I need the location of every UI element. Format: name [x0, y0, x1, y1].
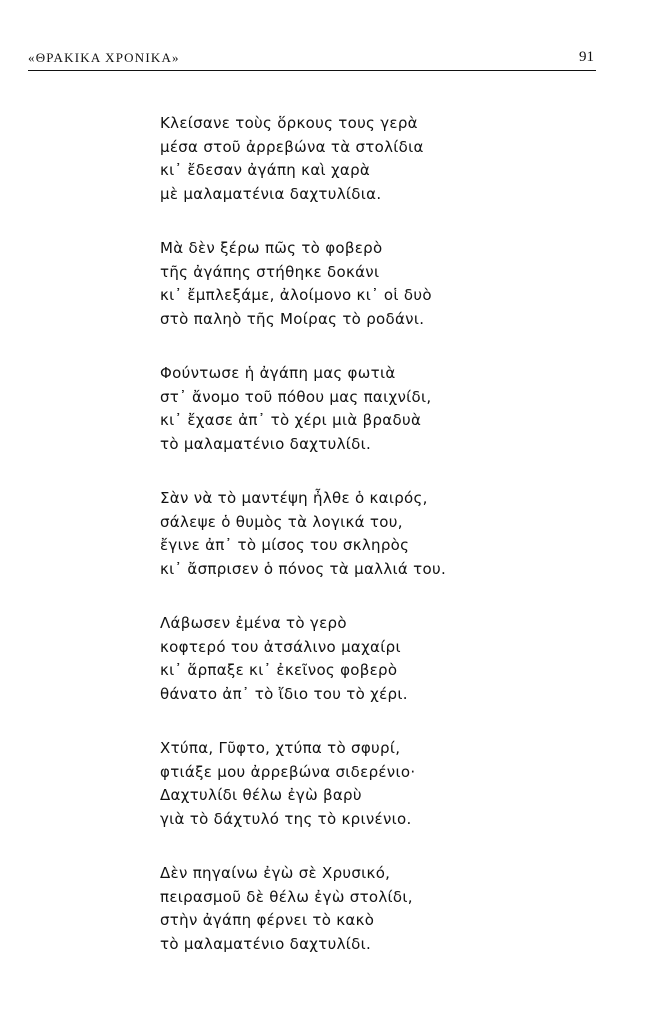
stanza-2	[160, 237, 620, 331]
poem-line: γιὰ τὸ δάχτυλό της τὸ κρινένιο.	[160, 809, 412, 828]
poem-line: τὸ μαλαματένιο δαχτυλίδι.	[160, 934, 372, 953]
poem-line: στ᾿ ἄνομο τοῦ πόθου μας παιχνίδι,	[160, 387, 432, 406]
poem-line: τὸ μαλαματένιο δαχτυλίδι.	[160, 434, 372, 453]
poem-line: Δὲν πηγαίνω ἐγὼ σὲ Χρυσικό,	[160, 864, 391, 882]
poem-line: κοφτερό του ἀτσάλινο μαχαίρι	[160, 637, 401, 656]
poem-line: Φούντωσε ἡ ἀγάπη μας φωτιὰ	[160, 364, 396, 382]
poem-line: πειρασμοῦ δὲ θέλω ἐγὼ στολίδι,	[160, 887, 413, 906]
poem-line: τῆς ἀγάπης στήθηκε δοκάνι	[160, 262, 380, 281]
poem-line: Λάβωσεν ἐμένα τὸ γερὸ	[160, 614, 347, 632]
poem-line: Κλείσανε τοὺς ὅρκους τους γερὰ	[160, 114, 418, 132]
poem-line: κι᾿ ἔμπλεξάμε, ἀλοίμονο κι᾿ οἱ δυὸ	[160, 286, 432, 304]
poem-line: κι᾿ ἅρπαξε κι᾿ ἐκεῖνος φοβερὸ	[160, 661, 398, 679]
poem-line: κι᾿ ἔδεσαν ἀγάπη καὶ χαρὰ	[160, 161, 371, 179]
stanza-7	[160, 862, 620, 956]
poem-line: Χτύπα, Γῦφτο, χτύπα τὸ σφυρί,	[160, 739, 401, 757]
stanza-4	[160, 487, 620, 581]
poem-line: μέσα στοῦ ἀρρεβώνα τὰ στολίδια	[160, 137, 424, 156]
stanza-5	[160, 612, 620, 706]
poem-line: στὴν ἀγάπη φέρνει τὸ κακὸ	[160, 911, 375, 929]
stanza-1	[160, 112, 620, 206]
poem-line: κι᾿ ἔχασε ἀπ᾿ τὸ χέρι μιὰ βραδυὰ	[160, 411, 422, 429]
poem-line: Σὰν νὰ τὸ μαντέψη ἦλθε ὁ καιρός,	[160, 489, 428, 507]
poem-line: Δαχτυλίδι θέλω ἐγὼ βαρὺ	[160, 786, 362, 804]
stanza-3	[160, 362, 620, 456]
poem-line: Μὰ δὲν ξέρω πῶς τὸ φοβερὸ	[160, 239, 383, 257]
poem-line: μὲ μαλαματένια δαχτυλίδια.	[160, 184, 382, 203]
running-title: «ΘΡΑΚΙΚΑ ΧΡΟΝΙΚΑ»	[28, 50, 180, 65]
poem-line: σάλεψε ὁ θυμὸς τὰ λογικά του,	[160, 512, 403, 531]
poem-line: θάνατο ἀπ᾿ τὸ ἴδιο του τὸ χέρι.	[160, 684, 408, 703]
page-header	[28, 50, 598, 74]
poem	[160, 112, 620, 987]
poem-line: κι᾿ ἄσπρισεν ὁ πόνος τὰ μαλλιά του.	[160, 559, 447, 578]
page-number: 91	[579, 49, 594, 65]
poem-line: φτιάξε μου ἀρρεβώνα σιδερένιο·	[160, 762, 416, 781]
stanza-6	[160, 737, 620, 831]
poem-line: στὸ παληὸ τῆς Μοίρας τὸ ροδάνι.	[160, 309, 425, 328]
header-rule	[28, 70, 596, 71]
poem-line: ἔγινε ἀπ᾿ τὸ μίσος του σκληρὸς	[160, 536, 410, 554]
